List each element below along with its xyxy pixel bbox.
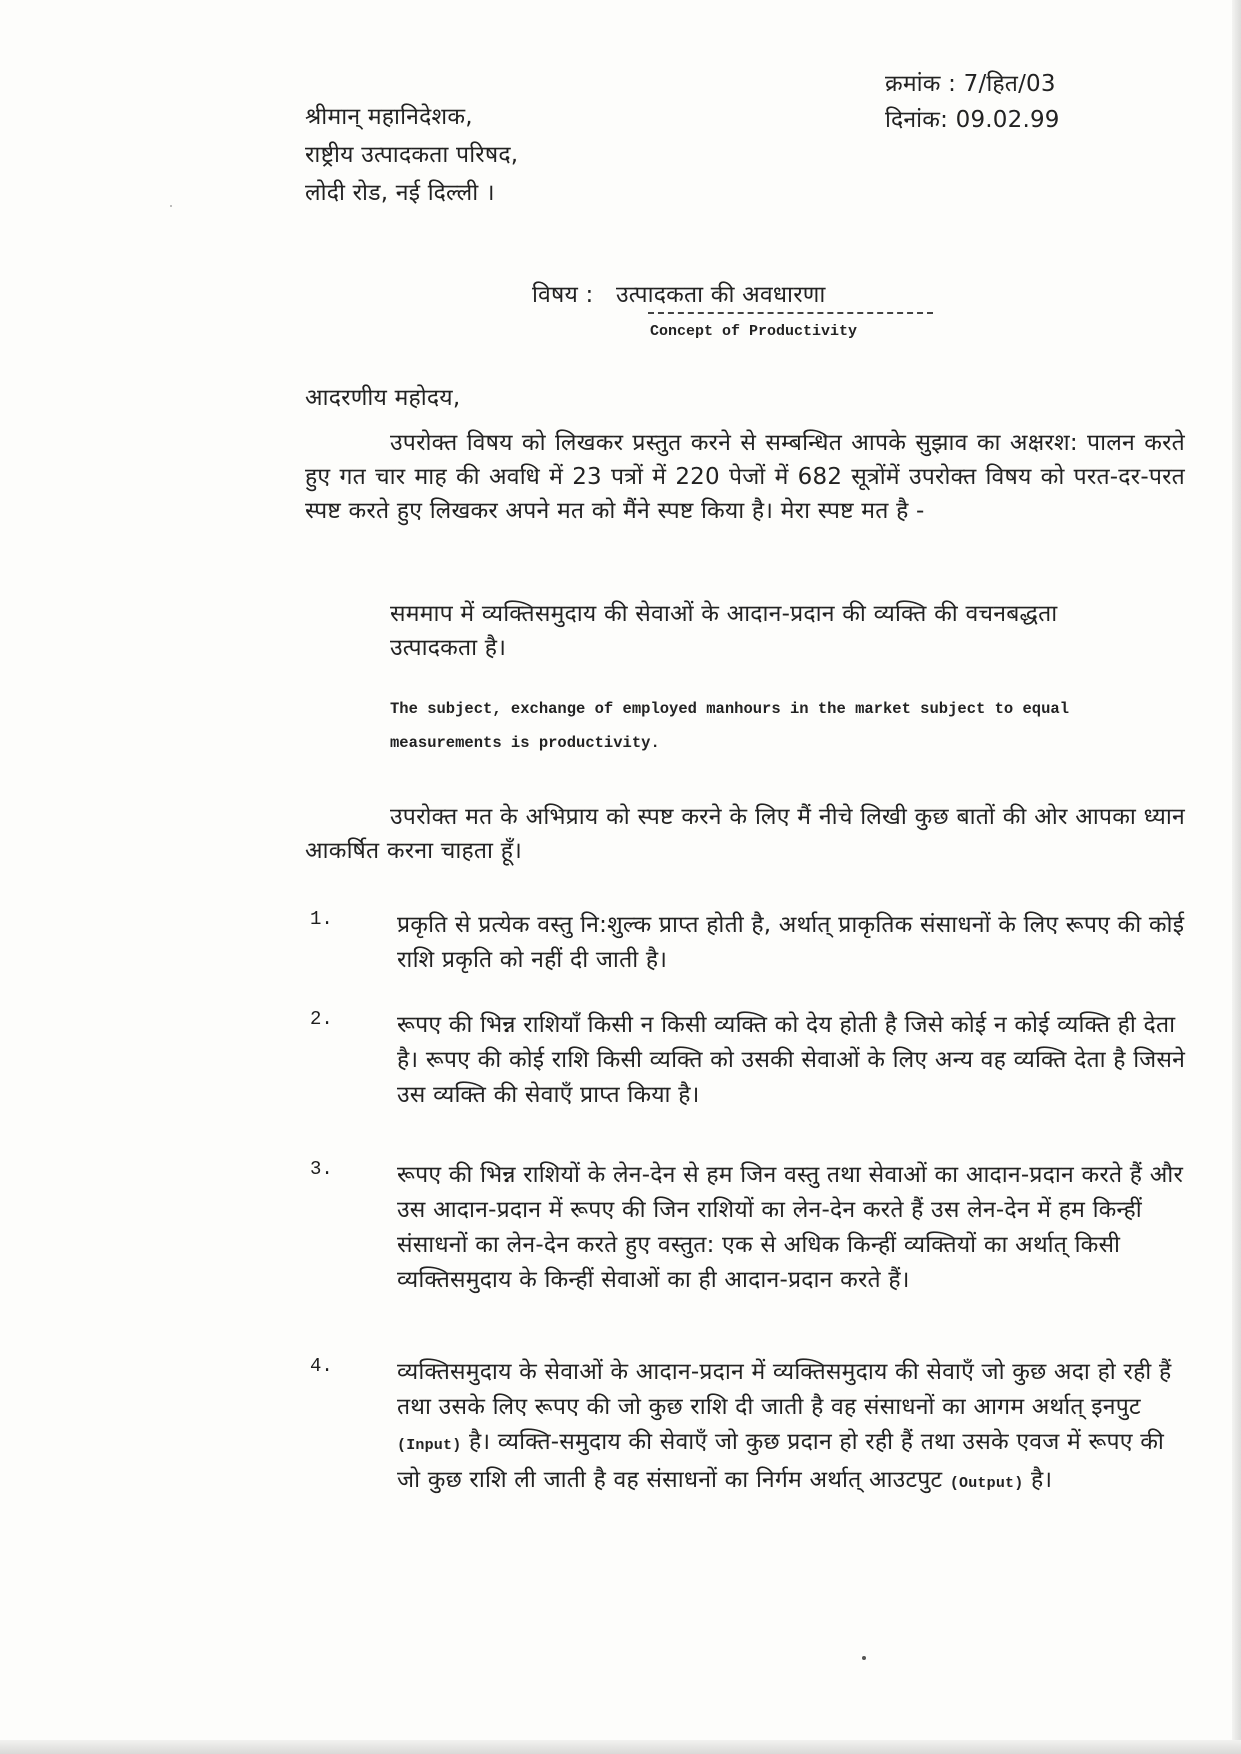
list-item-text-part: व्यक्तिसमुदाय के सेवाओं के आदान-प्रदान में व्यक्तिसमुदाय की सेवाएँ जो कुछ अदा हो रही हैं तथा उसके लिए रूपए की जो कुछ राशि दी जाती है वह संसाधनों का आगम अर्थात् इनपुट <box>397 1359 1172 1420</box>
list-item-text: प्रकृति से प्रत्येक वस्तु नि:शुल्क प्राप्त होती है, अर्थात् प्राकृतिक संसाधनों के लिए रूपए की कोई राशि प्रकृति को नहीं दी जाती है। <box>397 912 1185 973</box>
output-term: (Output) <box>949 1475 1024 1492</box>
input-term: (Input) <box>397 1437 462 1454</box>
list-item-number: 1. <box>310 908 333 930</box>
list-item-number: 2. <box>310 1008 333 1030</box>
list-item-number: 3. <box>310 1158 333 1180</box>
definition-hindi: सममाप में व्यक्तिसमुदाय की सेवाओं के आदान-प्रदान की व्यक्ति की वचनबद्धता उत्पादकता है। <box>390 601 1058 661</box>
subject-underline <box>648 312 933 314</box>
scan-edge <box>1232 0 1241 1754</box>
reference-number: क्रमांक : 7/हित/03 <box>885 71 1056 97</box>
paragraph-intro: उपरोक्त विषय को लिखकर प्रस्तुत करने से सम्बन्धित आपके सुझाव का अक्षरश: पालन करते हुए गत चार माह की अवधि में 23 पत्रों में 220 पेजों में 682 सूत्रोंमें उपरोक्त विषय को परत-दर-परत स्पष्ट करते हुए लिखकर अपने मत को मैंने स्पष्ट किया है। मेरा स्पष्ट मत है - <box>305 430 1185 524</box>
reference-block <box>885 66 1060 138</box>
subject-line <box>532 279 826 311</box>
list-item-text-part: है। <box>1030 1467 1053 1493</box>
scan-edge <box>0 1740 1241 1754</box>
definition-english: The subject, exchange of employed manhours in the market subject to equal measurements is productivity. <box>390 700 1070 752</box>
addressee-line: श्रीमान् महानिदेशक, <box>305 104 473 130</box>
addressee-line: लोदी रोड, नई दिल्ली । <box>305 180 495 206</box>
list-item-text-part: है। व्यक्ति-समुदाय की सेवाएँ जो कुछ प्रदान हो रही हैं तथा उसके एवज में रूपए की जो कुछ राशि ली जाती है वह संसाधनों का निर्गम अर्थात् आउटपुट <box>397 1429 1165 1493</box>
subject-hindi: उत्पादकता की अवधारणा <box>616 282 826 308</box>
addressee-block <box>305 98 518 212</box>
subject-english: Concept of Productivity <box>650 323 858 340</box>
salutation: आदरणीय महोदय, <box>305 385 461 411</box>
scan-speck <box>170 205 172 207</box>
letter-date: दिनांक: 09.02.99 <box>885 107 1060 133</box>
subject-label: विषय : <box>532 282 594 308</box>
list-item-text: रूपए की भिन्न राशियाँ किसी न किसी व्यक्ति को देय होती है जिसे कोई न कोई व्यक्ति ही देता है। रूपए की कोई राशि किसी व्यक्ति को उसकी सेवाओं के लिए अन्य वह व्यक्ति देता है जिसने उस व्यक्ति की सेवाएँ प्राप्त किया है। <box>397 1012 1186 1108</box>
paragraph-points-intro: उपरोक्त मत के अभिप्राय को स्पष्ट करने के लिए मैं नीचे लिखी कुछ बातों की ओर आपका ध्यान आकर्षित करना चाहता हूँ। <box>305 804 1185 864</box>
addressee-line: राष्ट्रीय उत्पादकता परिषद, <box>305 142 519 168</box>
list-item-number: 4. <box>310 1355 333 1377</box>
list-item-text <box>397 1355 1187 1501</box>
list-item-text: रूपए की भिन्न राशियों के लेन-देन से हम जिन वस्तु तथा सेवाओं का आदान-प्रदान करते हैं और उस आदान-प्रदान में रूपए की जिन राशियों का लेन-देन करते हैं उस लेन-देन में हम किन्हीं संसाधनों का लेन-देन करते हुए वस्तुत: एक से अधिक किन्हीं व्यक्तियों का अर्थात् किसी व्यक्तिसमुदाय के किन्हीं सेवाओं का ही आदान-प्रदान करते हैं। <box>397 1162 1184 1293</box>
scan-speck <box>862 1656 866 1660</box>
